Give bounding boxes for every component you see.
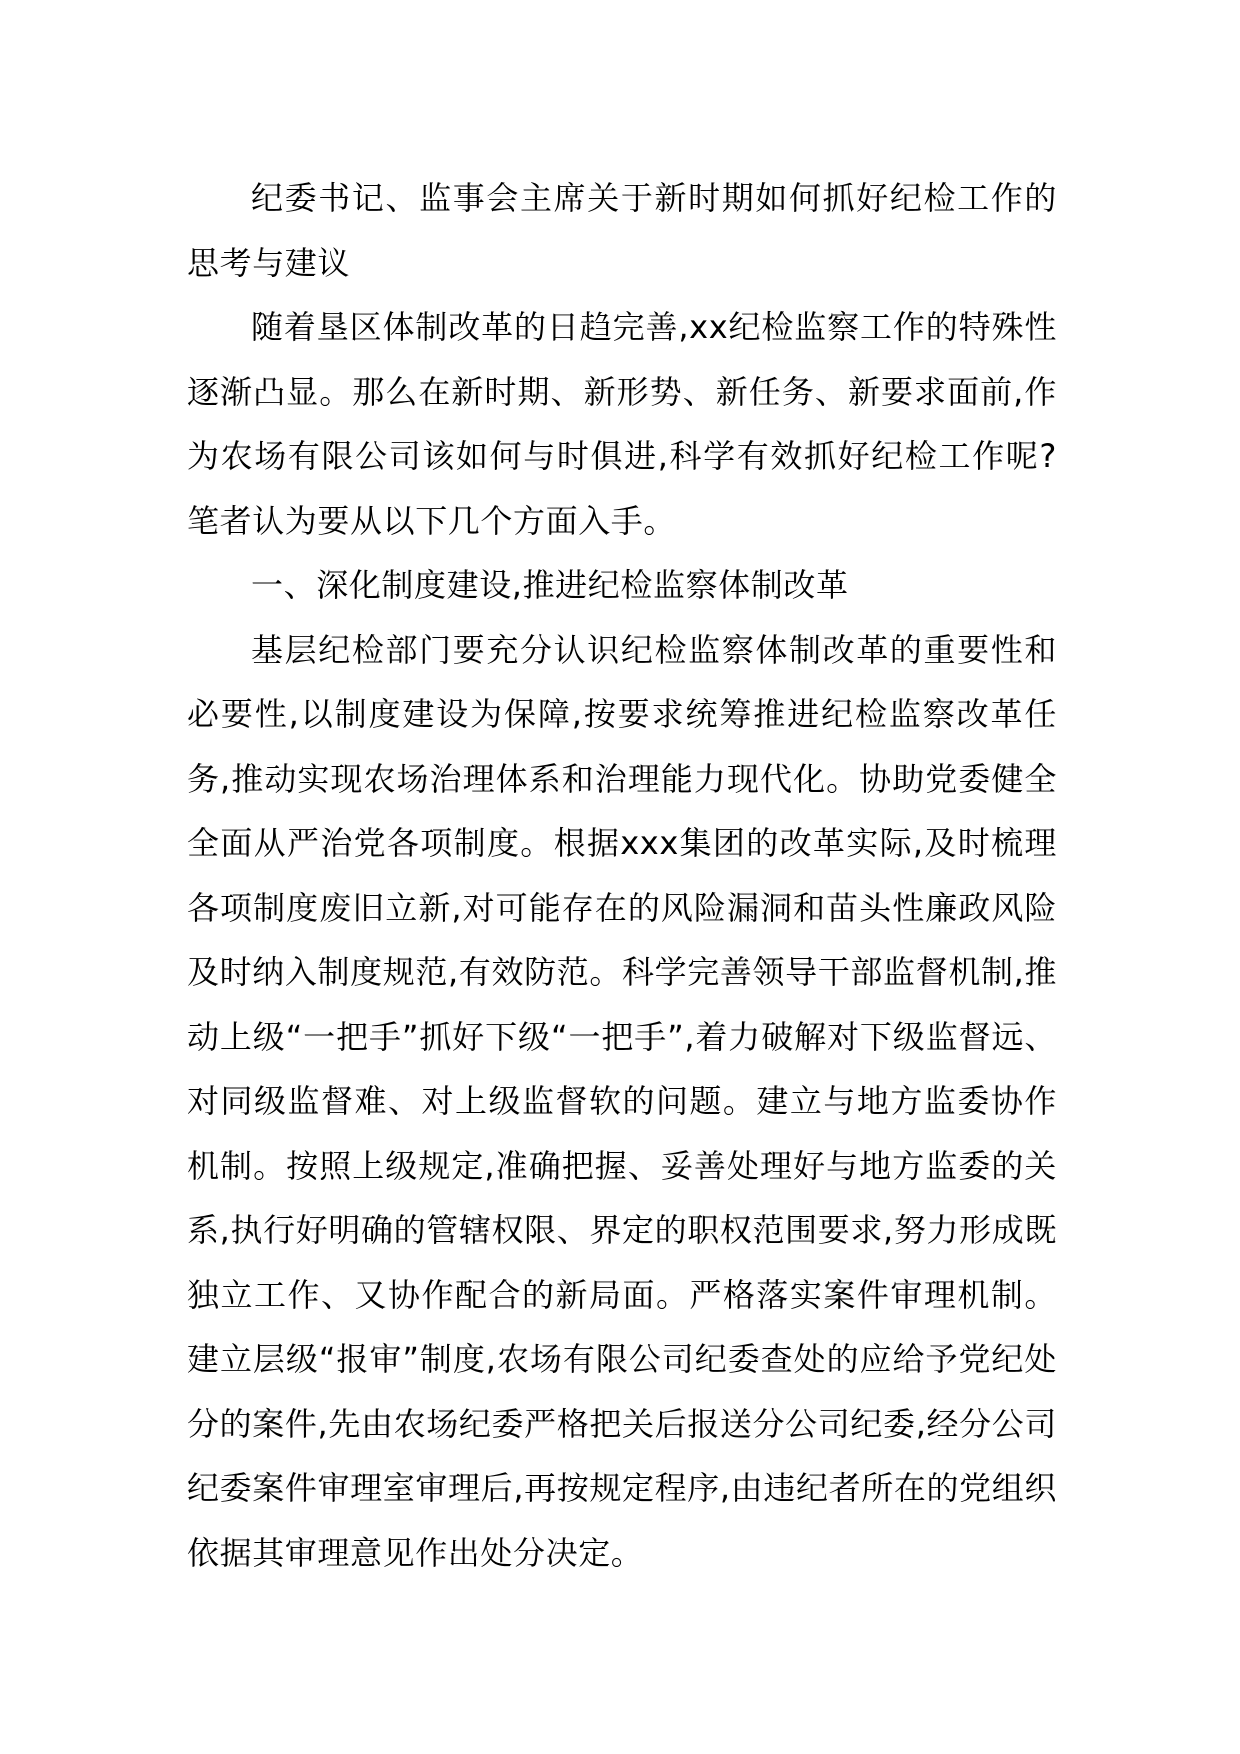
paragraph-intro: 随着垦区体制改革的日趋完善,xx纪检监察工作的特殊性逐渐凸显。那么在新时期、新形势、新任务、新要求面前,作为农场有限公司该如何与时俱进,科学有效抓好纪检工作呢?笔者认为要从以下几个方面入手。 <box>187 308 1057 540</box>
paragraph-section-body: 基层纪检部门要充分认识纪检监察体制改革的重要性和必要性,以制度建设为保障,按要求统筹推进纪检监察改革任务,推动实现农场治理体系和治理能力现代化。协助党委健全全面从严治党各项制度。根据xxx集团的改革实际,及时梳理各项制度废旧立新,对可能存在的风险漏洞和苗头性廉政风险及时纳入制度规范,有效防范。科学完善领导干部监督机制,推动上级“一把手”抓好下级“一把手”,着力破解对下级监督远、对同级监督难、对上级监督软的问题。建立与地方监委协作机制。按照上级规定,准确把握、妥善处理好与地方监委的关系,执行好明确的管辖权限、界定的职权范围要求,努力形成既独立工作、又协作配合的新局面。严格落实案件审理机制。建立层级“报审”制度,农场有限公司纪委查处的应给予党纪处分的案件,先由农场纪委严格把关后报送分公司纪委,经分公司纪委案件审理室审理后,再按规定程序,由违纪者所在的党组织依据其审理意见作出处分决定。 <box>187 630 1057 1572</box>
document-body <box>187 166 1057 1585</box>
section-heading: 一、深化制度建设,推进纪检监察体制改革 <box>251 566 849 604</box>
document-title: 纪委书记、监事会主席关于新时期如何抓好纪检工作的思考与建议 <box>187 179 1057 282</box>
